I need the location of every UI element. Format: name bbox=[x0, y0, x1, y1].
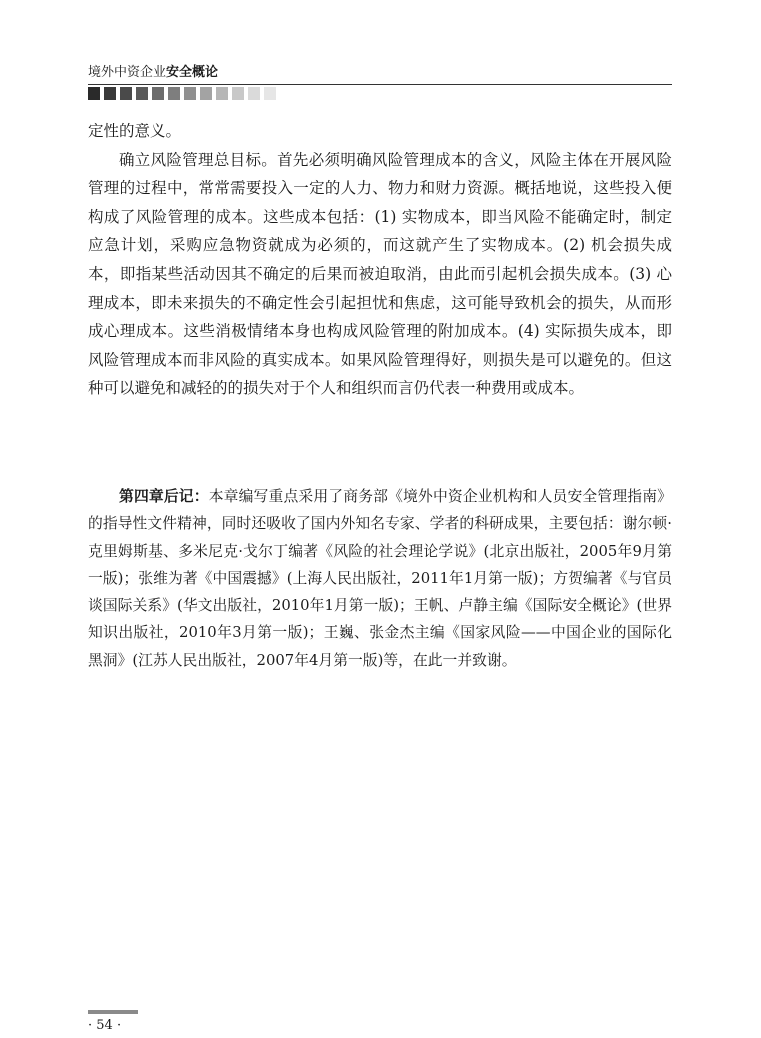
afterword-lead: 第四章后记： bbox=[119, 488, 209, 505]
header-title-regular: 境外中资企业 bbox=[88, 65, 167, 80]
header-rule bbox=[88, 84, 672, 85]
paragraph-risk-cost: 确立风险管理总目标。首先必须明确风险管理成本的含义，风险主体在开展风险管理的过程中，常常需要投入一定的人力、物力和财力资源。概括地说，这些投入便构成了风险管理的成本。这些成本包括：(1) 实物成本，即当风险不能确定时，制定应急计划，采购应急物资就成为必须的，而这就产生了实物成本。(2) 机会损失成本，即指某些活动因其不确定的后果而被迫取消，由此而引起机会损失成本。(3) 心理成本，即未来损失的不确定性会引起担忧和焦虑，这可能导致机会的损失，从而形成心理成本。这些消极情绪本身也构成风险管理的附加成本。(4) 实际损失成本，即风险管理成本而非风险的真实成本。如果风险管理得好，则损失是可以避免的。但这种可以避免和减轻的的损失对于个人和组织而言仍代表一种费用或成本。 bbox=[88, 150, 672, 398]
decorative-square bbox=[200, 87, 212, 100]
decorative-square bbox=[216, 87, 228, 100]
afterword-text: 本章编写重点采用了商务部《境外中资企业机构和人员安全管理指南》的指导性文件精神，同时还吸收了国内外知名专家、学者的科研成果，主要包括：谢尔顿·克里姆斯基、多米尼克·戈尔丁编著《风险的社会理论学说》(北京出版社，2005年9月第一版)；张维为著《中国震撼》(上海人民出版社，2011年1月第一版)；方贺编著《与官员谈国际关系》(华文出版社，2010年1月第一版)；王帆、卢静主编《国际安全概论》(世界知识出版社，2010年3月第一版)；王巍、张金杰主编《国家风险——中国企业的国际化黑洞》(江苏人民出版社，2007年4月第一版)等，在此一并致谢。 bbox=[88, 488, 672, 669]
decorative-square bbox=[232, 87, 244, 100]
main-text bbox=[88, 117, 672, 403]
decorative-square bbox=[168, 87, 180, 100]
chapter-afterword bbox=[88, 483, 672, 674]
header-title bbox=[88, 64, 672, 82]
decorative-square bbox=[88, 87, 100, 100]
header-title-bold: 安全概论 bbox=[166, 65, 219, 80]
decorative-square bbox=[264, 87, 276, 100]
decorative-square bbox=[248, 87, 260, 100]
decorative-square bbox=[120, 87, 132, 100]
paragraph-continuation: 定性的意义。 bbox=[88, 122, 182, 140]
decorative-square bbox=[136, 87, 148, 100]
footer-bar bbox=[88, 1010, 138, 1014]
running-header bbox=[88, 64, 672, 82]
decorative-squares bbox=[88, 87, 276, 100]
decorative-square bbox=[184, 87, 196, 100]
afterword-paragraph bbox=[88, 483, 672, 674]
decorative-square bbox=[152, 87, 164, 100]
decorative-square bbox=[104, 87, 116, 100]
page-number: · 54 · bbox=[88, 1018, 122, 1033]
